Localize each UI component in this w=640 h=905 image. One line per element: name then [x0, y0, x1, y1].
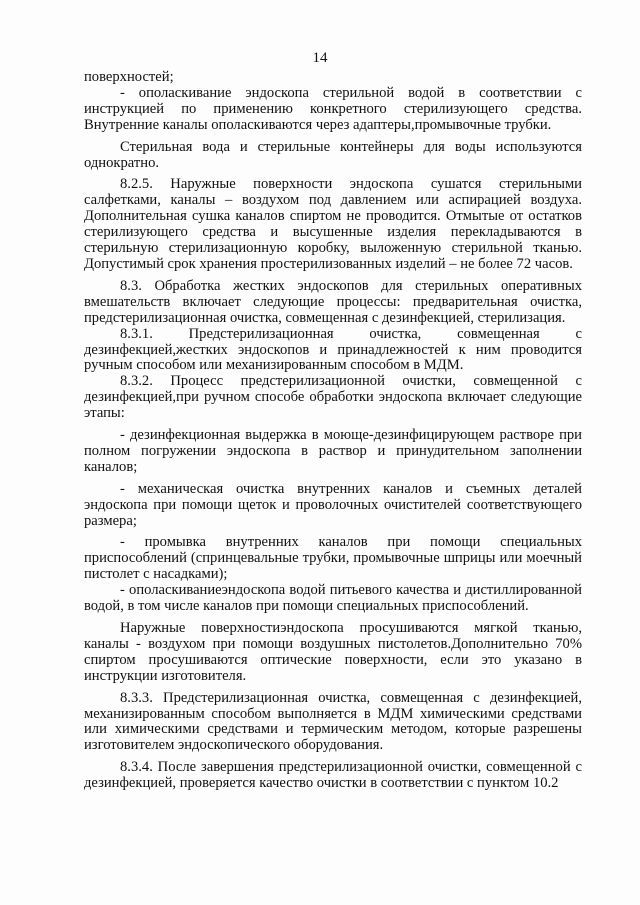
document-body [84, 70, 582, 792]
paragraph: 8.2.5. Наружные поверхности эндоскопа сушатся стерильными салфетками, каналы – воздухом под давлением или аспирацией воздуха. Дополнительная сушка каналов спиртом не проводится. Отмытые от остатков стерилизующего средства и высушенные изделия перекладываются в стерильную стерилизационную коробку, выложенную стерильной тканью. Допустимый срок хранения простерилизованных изделий – не более 72 часов. [84, 176, 582, 272]
paragraph: - дезинфекционная выдержка в моюще-дезинфицирующем растворе при полном погружении эндоскопа в раствор и принудительном заполнении каналов; [84, 427, 582, 475]
paragraph: Стерильная вода и стерильные контейнеры для воды используются однократно. [84, 138, 582, 171]
paragraph: поверхностей; [84, 69, 174, 85]
paragraph: Наружные поверхностиэндоскопа просушиваются мягкой тканью, каналы - воздухом при помощи воздушных пистолетов.Дополнительно 70% спиртом просушиваются оптические поверхности, если это указано в инструкции изготовителя. [84, 620, 582, 684]
paragraph: 8.3.3. Предстерилизационная очистка, совмещенная с дезинфекцией, механизированным способом выполняется в МДМ химическими средствами или химическими средствами и термическим методом, которые разрешены изготовителем эндоскопического оборудования. [84, 689, 582, 754]
paragraph: - ополаскиваниеэндоскопа водой питьевого качества и дистиллированной водой, в том числе каналов при помощи специальных приспособлений. [84, 582, 582, 615]
paragraph: - промывка внутренних каналов при помощи специальных приспособлений (спринцевальные трубки, промывочные шприцы или моечный пистолет с насадками); [84, 534, 582, 583]
paragraph: 8.3.4. После завершения предстерилизационной очистки, совмещенной с дезинфекцией, проверяется качество очистки в соответствии с пунктом 10.2 [84, 759, 582, 792]
page-number: 14 [312, 50, 328, 66]
paragraph: 8.3.2. Процесс предстерилизационной очистки, совмещенной с дезинфекцией,при ручном способе обработки эндоскопа включает следующие этапы: [84, 373, 582, 422]
paragraph: - ополаскивание эндоскопа стерильной водой в соответствии с инструкцией по применению конкретного стерилизующего средства. Внутренние каналы ополаскиваются через адаптеры,промывочные трубки. [84, 84, 582, 133]
paragraph: 8.3. Обработка жестких эндоскопов для стерильных оперативных вмешательств включает следующие процессы: предварительная очистка, предстерилизационная очистка, совмещенная с дезинфекцией, стерилизация. [84, 277, 582, 326]
paragraph: 8.3.1. Предстерилизационная очистка, совмещенная с дезинфекцией,жестких эндоскопов и принадлежностей к ним проводится ручным способом или механизированным способом в МДМ. [84, 325, 582, 374]
paragraph: - механическая очистка внутренних каналов и съемных деталей эндоскопа при помощи щеток и проволочных очистителей соответствующего размера; [84, 480, 582, 529]
